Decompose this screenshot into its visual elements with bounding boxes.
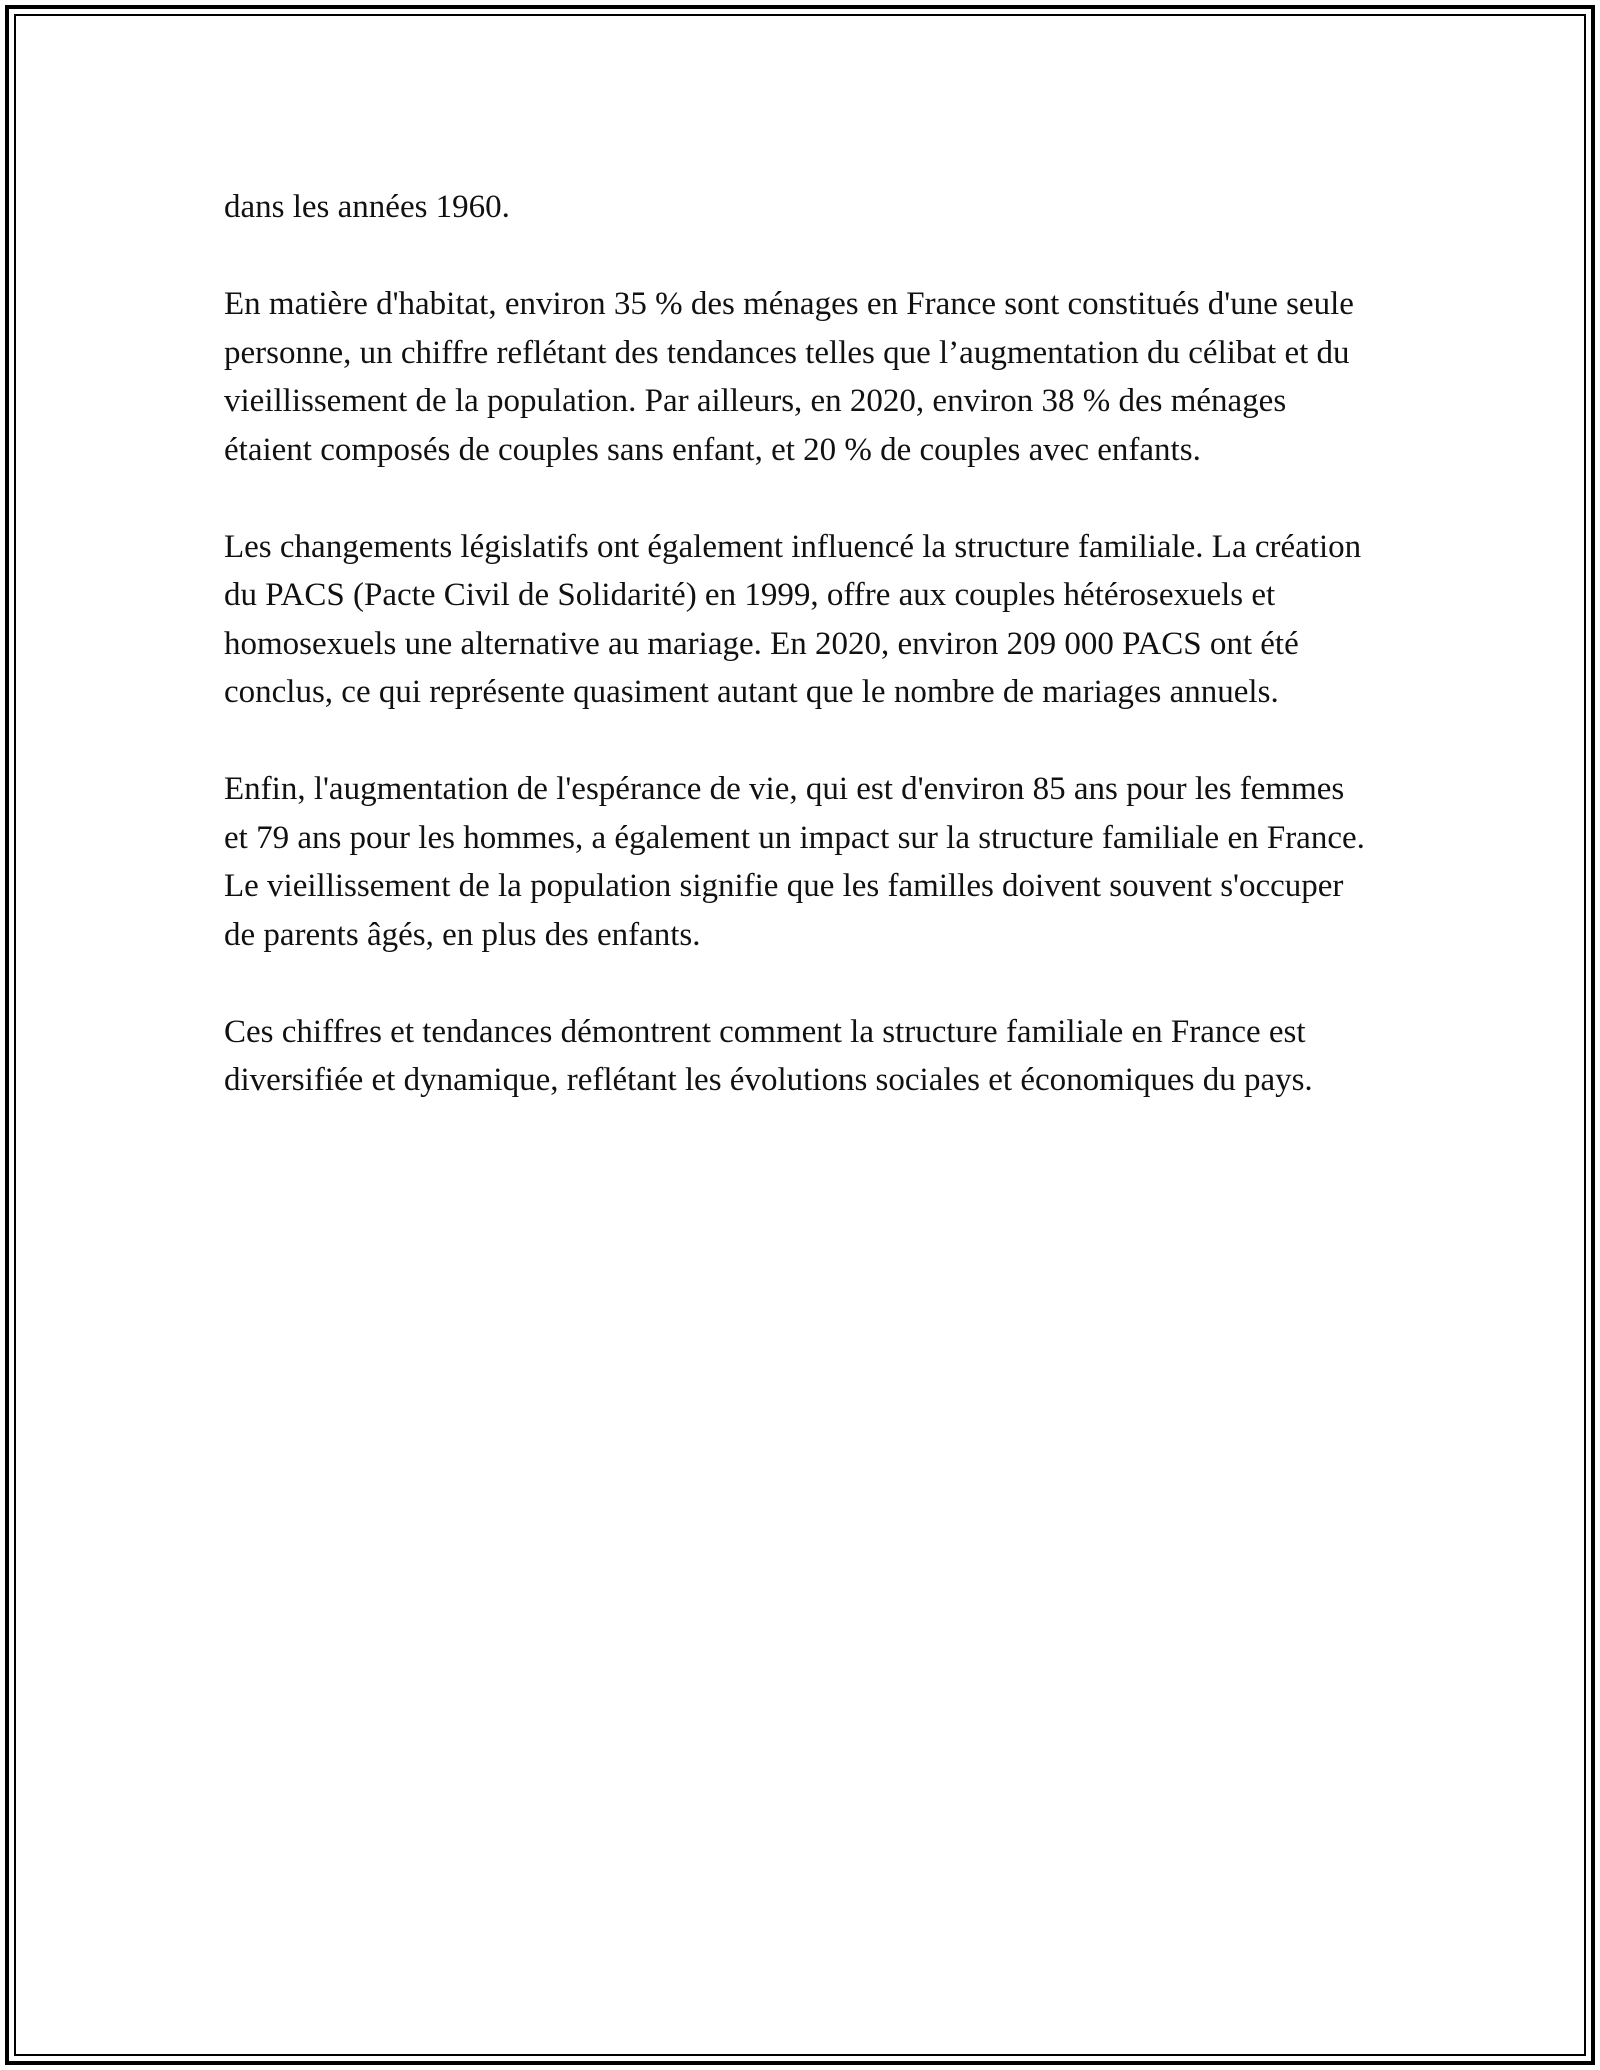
document-body: [224, 183, 1374, 1105]
paragraph-households: En matière d'habitat, environ 35 % des ménages en France sont constitués d'une seule personne, un chiffre reflétant des tendances telles que l’augmentation du célibat et du vieillissement de la population. Par ailleurs, en 2020, environ 38 % des ménages étaient composés de couples sans enfant, et 20 % de couples avec enfants.: [224, 286, 1354, 468]
paragraph-life-expectancy: Enfin, l'augmentation de l'espérance de vie, qui est d'environ 85 ans pour les femmes et 79 ans pour les hommes, a également un impact sur la structure familiale en France. Le vieillissement de la population signifie que les familles doivent souvent s'occuper de parents âgés, en plus des enfants.: [224, 771, 1365, 953]
paragraph-conclusion: Ces chiffres et tendances démontrent comment la structure familiale en France est diversifiée et dynamique, reflétant les évolutions sociales et économiques du pays.: [224, 1013, 1313, 1098]
paragraph-legislation-pacs: Les changements législatifs ont également influencé la structure familiale. La création du PACS (Pacte Civil de Solidarité) en 1999, offre aux couples hétérosexuels et homosexuels une alternative au mariage. En 2020, environ 209 000 PACS ont été conclus, ce qui représente quasiment autant que le nombre de mariages annuels.: [224, 528, 1362, 710]
paragraph-1960s-continuation: dans les années 1960.: [224, 189, 510, 225]
